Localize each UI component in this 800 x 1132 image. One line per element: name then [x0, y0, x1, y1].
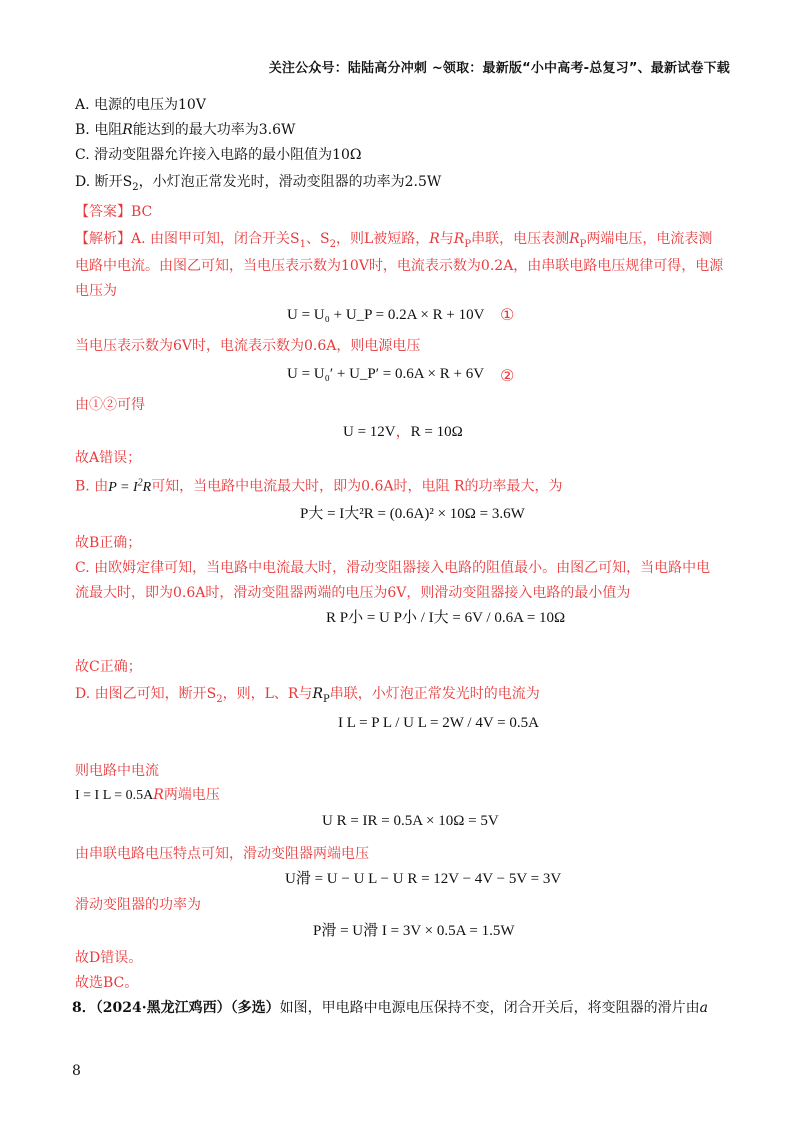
- analysis-a-line4: 当电压表示数为6V时，电流表示数为0.6A，则电源电压: [75, 338, 421, 354]
- analysis-d-line4: 由串联电路电压特点可知，滑动变阻器两端电压: [75, 846, 369, 862]
- analysis-a-line5: 由①②可得: [75, 397, 145, 413]
- equation-8: U滑 = U − U L − U R = 12V − 4V − 5V = 3V: [285, 871, 562, 887]
- analysis-d-line3: I = I L = 0.5AR两端电压: [75, 787, 220, 803]
- answer: 【答案】BC: [75, 204, 153, 220]
- analysis-b-conclusion: 故B正确；: [75, 535, 142, 551]
- final-answer: 故选BC。: [75, 975, 139, 991]
- equation-7: U R = IR = 0.5A × 10Ω = 5V: [322, 813, 499, 829]
- analysis-d-conclusion: 故D错误。: [75, 950, 143, 966]
- option-d: D. 断开$S_2$，小灯泡正常发光时，滑动变阻器的功率为2.5W: [75, 174, 442, 193]
- equation-1: U = U₀ + U_P = 0.2A × R + 10V: [287, 307, 485, 323]
- equation-5: R P小 = U P小 / I大 = 6V / 0.6A = 10Ω: [326, 610, 566, 626]
- equation-3: U = 12V，R = 10Ω: [343, 424, 463, 440]
- analysis-a-line1: 【解析】A. 由图甲可知，闭合开关$S_1$、$S_2$，则L被短路，R与$R_P$串联，电压表测$R_P$两端电压，电流表测: [75, 231, 713, 250]
- page-header: 关注公众号：陆陆高分冲刺 ~领取：最新版“小中高考-总复习”、最新试卷下载: [268, 61, 730, 76]
- equation-9: P滑 = U滑 I = 3V × 0.5A = 1.5W: [313, 923, 515, 939]
- option-b: B. 电阻R能达到的最大功率为3.6W: [75, 122, 296, 138]
- analysis-a-line2: 电路中电流。由图乙可知，当电压表示数为10V时，电流表示数为0.2A，由串联电路电压规律可得，电源: [75, 258, 724, 274]
- analysis-c-line1: C. 由欧姆定律可知，当电路中电流最大时，滑动变阻器接入电路的阻值最小。由图乙可知，当电路中电: [75, 560, 711, 576]
- analysis-c-conclusion: 故C正确；: [75, 659, 142, 675]
- equation-4: P大 = I大²R = (0.6A)² × 10Ω = 3.6W: [300, 506, 525, 522]
- page-number: 8: [72, 1063, 81, 1079]
- equation-6: I L = P L / U L = 2W / 4V = 0.5A: [338, 715, 539, 731]
- option-a: A. 电源的电压为10V: [75, 97, 206, 113]
- option-c: C. 滑动变阻器允许接入电路的最小阻值为10Ω: [75, 147, 362, 163]
- analysis-a-conclusion: 故A错误；: [75, 450, 142, 466]
- equation-2: U = U₀′ + U_P′ = 0.6A × R + 6V: [287, 366, 485, 382]
- next-question: 8．（2024·黑龙江鸡西）（多选）如图，甲电路中电源电压保持不变，闭合开关后，将变阻器的滑片由a: [72, 1000, 708, 1016]
- analysis-c-line2: 流最大时，即为0.6A时，滑动变阻器两端的电压为6V，则滑动变阻器接入电路的最小值为: [75, 585, 631, 601]
- analysis-a-line3: 电压为: [75, 283, 117, 299]
- circle-marker-2: ②: [500, 366, 515, 385]
- analysis-d-line1: D. 由图乙可知，断开$S_2$，则，L、R与$R_P$串联，小灯泡正常发光时的电流为: [75, 686, 540, 705]
- circle-marker-1: ①: [500, 305, 515, 324]
- analysis-d-line2: 则电路中电流: [75, 763, 159, 779]
- analysis-d-line5: 滑动变阻器的功率为: [75, 897, 201, 913]
- analysis-b-line1: B. 由$P = I^2R$可知，当电路中电流最大时，即为0.6A时，电阻 R的功率最大，为: [75, 477, 563, 495]
